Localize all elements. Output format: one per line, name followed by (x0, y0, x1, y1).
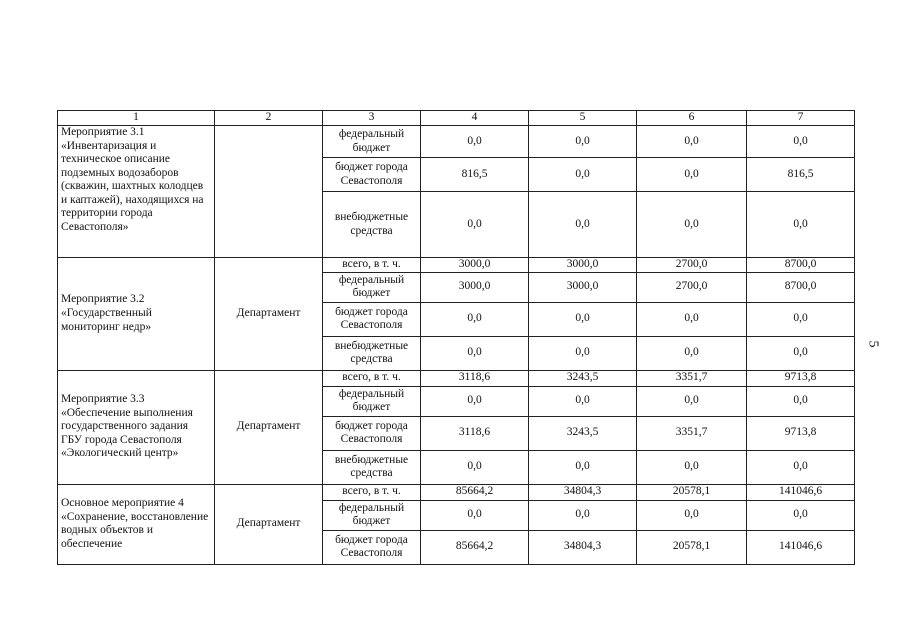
value-col-4: 0,0 (421, 192, 529, 258)
funding-table (57, 110, 855, 565)
value-col-4: 85664,2 (421, 484, 529, 500)
measure-description: Мероприятие 3.2 «Государственный мониторинг недр» (58, 258, 215, 371)
header-row (58, 111, 855, 126)
table-row (58, 258, 855, 273)
value-col-6: 0,0 (637, 450, 747, 484)
funding-source: федеральный бюджет (323, 500, 421, 530)
funding-source: бюджет города Севастополя (323, 416, 421, 450)
value-col-6: 0,0 (637, 336, 747, 370)
value-col-7: 8700,0 (747, 258, 855, 273)
value-col-6: 3351,7 (637, 416, 747, 450)
value-col-7: 9713,8 (747, 416, 855, 450)
header-col-2: 2 (215, 111, 323, 126)
value-col-7: 0,0 (747, 192, 855, 258)
value-col-4: 3000,0 (421, 258, 529, 273)
value-col-4: 85664,2 (421, 530, 529, 564)
responsible-department: Департамент (215, 370, 323, 484)
measure-description: Мероприятие 3.1 «Инвентаризация и техническое описание подземных водозаборов (скважин, шахтных колодцев и каптажей), находящихся на территории города Севастополя» (58, 126, 215, 258)
value-col-6: 3351,7 (637, 370, 747, 386)
funding-source: федеральный бюджет (323, 126, 421, 158)
table-body (58, 111, 855, 565)
value-col-4: 0,0 (421, 302, 529, 336)
value-col-5: 0,0 (529, 302, 637, 336)
header-col-7: 7 (747, 111, 855, 126)
value-col-5: 34804,3 (529, 530, 637, 564)
funding-source: бюджет города Севастополя (323, 530, 421, 564)
value-col-4: 3000,0 (421, 272, 529, 302)
header-col-1: 1 (58, 111, 215, 126)
value-col-5: 3000,0 (529, 258, 637, 273)
funding-source: всего, в т. ч. (323, 258, 421, 273)
funding-source: внебюджетные средства (323, 192, 421, 258)
value-col-6: 20578,1 (637, 484, 747, 500)
header-col-4: 4 (421, 111, 529, 126)
funding-source: федеральный бюджет (323, 272, 421, 302)
table-row (58, 484, 855, 500)
value-col-7: 816,5 (747, 158, 855, 192)
value-col-6: 20578,1 (637, 530, 747, 564)
responsible-department: Департамент (215, 484, 323, 564)
value-col-4: 0,0 (421, 500, 529, 530)
value-col-6: 0,0 (637, 126, 747, 158)
table-row (58, 126, 855, 158)
value-col-5: 0,0 (529, 386, 637, 416)
funding-source: всего, в т. ч. (323, 484, 421, 500)
value-col-7: 8700,0 (747, 272, 855, 302)
value-col-4: 0,0 (421, 336, 529, 370)
value-col-7: 0,0 (747, 386, 855, 416)
value-col-4: 0,0 (421, 450, 529, 484)
value-col-5: 34804,3 (529, 484, 637, 500)
value-col-4: 3118,6 (421, 416, 529, 450)
value-col-7: 0,0 (747, 336, 855, 370)
value-col-7: 141046,6 (747, 484, 855, 500)
value-col-6: 0,0 (637, 192, 747, 258)
funding-source: внебюджетные средства (323, 450, 421, 484)
value-col-7: 0,0 (747, 126, 855, 158)
measure-description: Основное мероприятие 4 «Сохранение, восстановление водных объектов и обеспечение (58, 484, 215, 564)
value-col-7: 9713,8 (747, 370, 855, 386)
value-col-4: 816,5 (421, 158, 529, 192)
value-col-6: 0,0 (637, 500, 747, 530)
responsible-department (215, 126, 323, 258)
value-col-6: 0,0 (637, 158, 747, 192)
value-col-5: 3243,5 (529, 370, 637, 386)
value-col-5: 0,0 (529, 192, 637, 258)
value-col-5: 0,0 (529, 500, 637, 530)
value-col-7: 0,0 (747, 450, 855, 484)
value-col-4: 0,0 (421, 126, 529, 158)
responsible-department: Департамент (215, 258, 323, 371)
value-col-7: 141046,6 (747, 530, 855, 564)
value-col-7: 0,0 (747, 302, 855, 336)
value-col-7: 0,0 (747, 500, 855, 530)
table-row (58, 370, 855, 386)
funding-source: федеральный бюджет (323, 386, 421, 416)
header-col-5: 5 (529, 111, 637, 126)
value-col-5: 3243,5 (529, 416, 637, 450)
value-col-4: 0,0 (421, 386, 529, 416)
funding-source: всего, в т. ч. (323, 370, 421, 386)
header-col-6: 6 (637, 111, 747, 126)
value-col-6: 2700,0 (637, 258, 747, 273)
header-col-3: 3 (323, 111, 421, 126)
value-col-5: 3000,0 (529, 272, 637, 302)
page-number: 5 (865, 340, 881, 348)
value-col-6: 2700,0 (637, 272, 747, 302)
measure-description: Мероприятие 3.3 «Обеспечение выполнения государственного задания ГБУ города Севастополя «Экологический центр» (58, 370, 215, 484)
funding-source: внебюджетные средства (323, 336, 421, 370)
value-col-5: 0,0 (529, 450, 637, 484)
value-col-6: 0,0 (637, 302, 747, 336)
value-col-5: 0,0 (529, 336, 637, 370)
value-col-5: 0,0 (529, 126, 637, 158)
funding-source: бюджет города Севастополя (323, 158, 421, 192)
value-col-4: 3118,6 (421, 370, 529, 386)
funding-source: бюджет города Севастополя (323, 302, 421, 336)
value-col-5: 0,0 (529, 158, 637, 192)
value-col-6: 0,0 (637, 386, 747, 416)
